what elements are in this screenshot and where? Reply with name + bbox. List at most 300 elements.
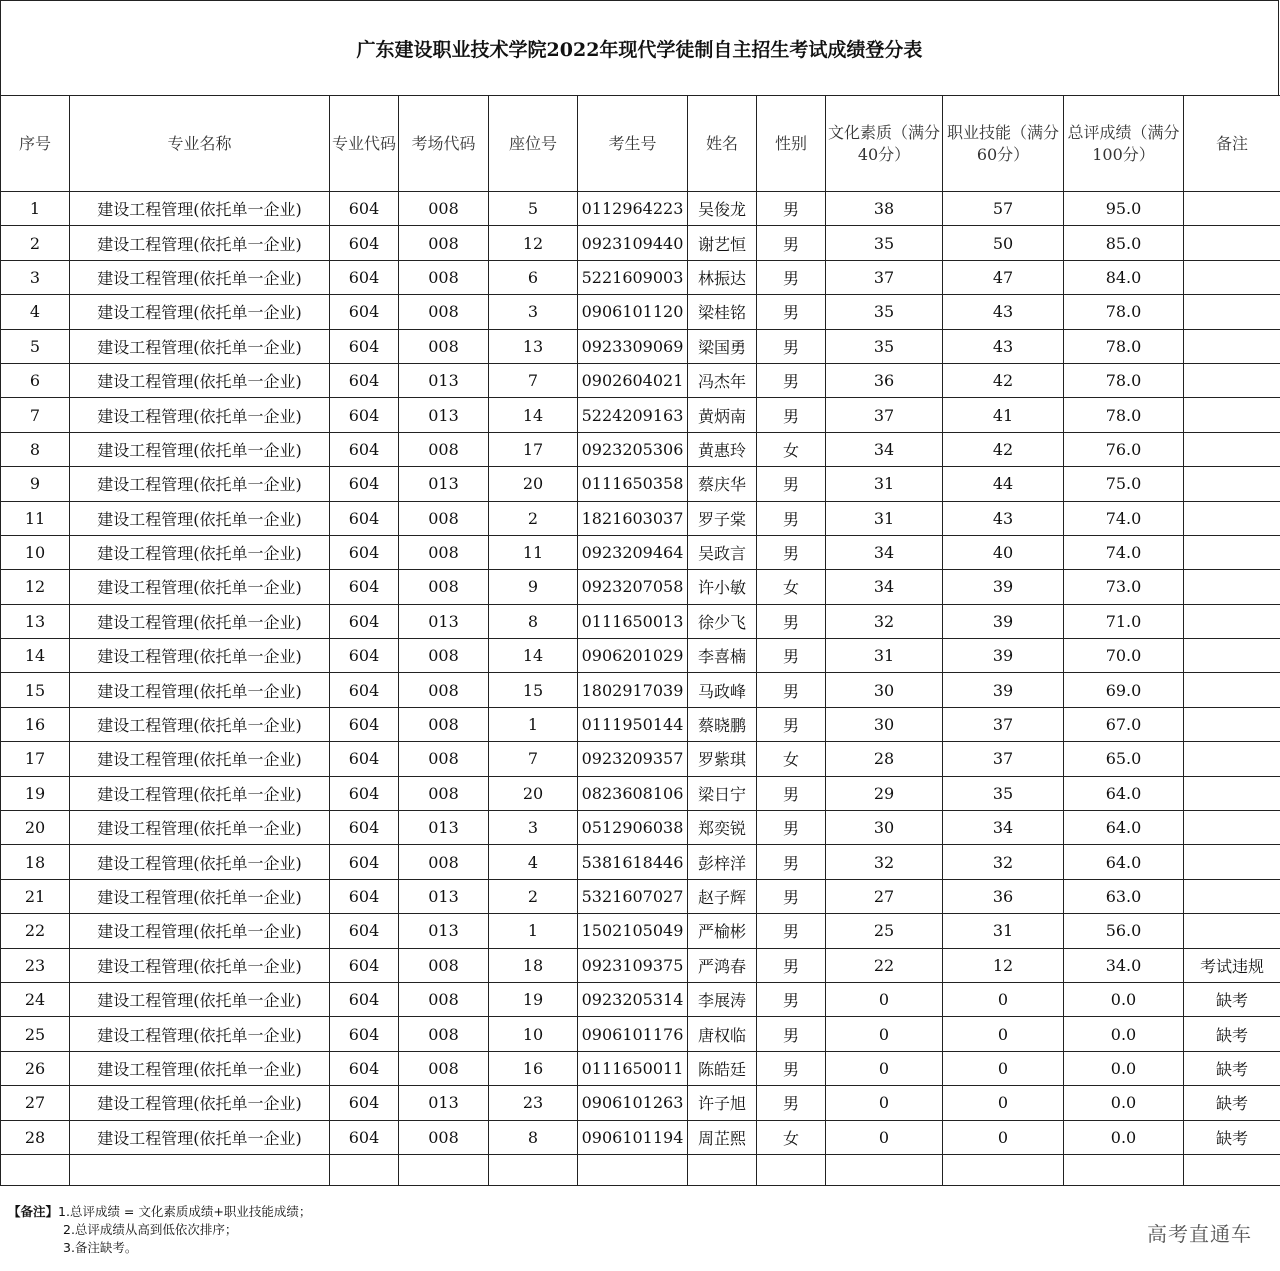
cell-seat: 3 <box>489 811 578 845</box>
cell-culture-score: 36 <box>826 363 943 397</box>
cell-total-score: 78.0 <box>1064 329 1184 363</box>
cell-room-code: 008 <box>399 776 489 810</box>
cell-exam-id: 1502105049 <box>578 914 688 948</box>
empty-cell <box>578 1154 688 1185</box>
cell-name: 蔡庆华 <box>688 467 757 501</box>
cell-index: 16 <box>1 707 70 741</box>
cell-skill-score: 32 <box>943 845 1064 879</box>
cell-major: 建设工程管理(依托单一企业) <box>70 467 330 501</box>
table-row <box>1 914 1280 948</box>
cell-exam-id: 0923209357 <box>578 742 688 776</box>
cell-seat: 8 <box>489 604 578 638</box>
cell-gender: 男 <box>757 226 826 260</box>
column-header: 专业代码 <box>330 96 399 192</box>
cell-major-code: 604 <box>330 673 399 707</box>
cell-exam-id: 0923207058 <box>578 570 688 604</box>
cell-remark: 缺考 <box>1184 1051 1280 1085</box>
cell-total-score: 78.0 <box>1064 363 1184 397</box>
cell-name: 梁桂铭 <box>688 295 757 329</box>
cell-major-code: 604 <box>330 982 399 1016</box>
cell-index: 23 <box>1 948 70 982</box>
cell-exam-id: 1802917039 <box>578 673 688 707</box>
cell-room-code: 008 <box>399 329 489 363</box>
cell-exam-id: 0923205306 <box>578 432 688 466</box>
cell-seat: 16 <box>489 1051 578 1085</box>
cell-total-score: 95.0 <box>1064 192 1184 226</box>
cell-index: 26 <box>1 1051 70 1085</box>
cell-index: 11 <box>1 501 70 535</box>
cell-skill-score: 0 <box>943 1017 1064 1051</box>
cell-seat: 15 <box>489 673 578 707</box>
cell-room-code: 013 <box>399 467 489 501</box>
cell-culture-score: 32 <box>826 604 943 638</box>
score-table <box>0 95 1280 1186</box>
cell-total-score: 65.0 <box>1064 742 1184 776</box>
cell-gender: 男 <box>757 914 826 948</box>
cell-total-score: 67.0 <box>1064 707 1184 741</box>
header-row <box>1 96 1280 192</box>
empty-cell <box>757 1154 826 1185</box>
notes-line-3: 3.备注缺考。 <box>63 1240 138 1255</box>
cell-total-score: 74.0 <box>1064 535 1184 569</box>
cell-skill-score: 31 <box>943 914 1064 948</box>
column-header: 姓名 <box>688 96 757 192</box>
cell-total-score: 0.0 <box>1064 1051 1184 1085</box>
cell-seat: 14 <box>489 398 578 432</box>
cell-seat: 8 <box>489 1120 578 1154</box>
notes-label: 【备注】 <box>8 1204 59 1219</box>
cell-major-code: 604 <box>330 639 399 673</box>
cell-room-code: 008 <box>399 260 489 294</box>
cell-culture-score: 31 <box>826 639 943 673</box>
empty-cell <box>399 1154 489 1185</box>
cell-skill-score: 44 <box>943 467 1064 501</box>
cell-exam-id: 5381618446 <box>578 845 688 879</box>
cell-skill-score: 40 <box>943 535 1064 569</box>
table-row <box>1 742 1280 776</box>
cell-gender: 男 <box>757 467 826 501</box>
cell-index: 2 <box>1 226 70 260</box>
cell-remark <box>1184 742 1280 776</box>
cell-culture-score: 22 <box>826 948 943 982</box>
table-row <box>1 879 1280 913</box>
cell-skill-score: 50 <box>943 226 1064 260</box>
column-header: 考场代码 <box>399 96 489 192</box>
cell-gender: 男 <box>757 192 826 226</box>
empty-cell <box>943 1154 1064 1185</box>
table-row <box>1 639 1280 673</box>
cell-seat: 20 <box>489 776 578 810</box>
cell-name: 严榆彬 <box>688 914 757 948</box>
cell-gender: 男 <box>757 982 826 1016</box>
empty-cell <box>688 1154 757 1185</box>
cell-major-code: 604 <box>330 467 399 501</box>
cell-room-code: 008 <box>399 295 489 329</box>
cell-major-code: 604 <box>330 1086 399 1120</box>
cell-culture-score: 0 <box>826 1017 943 1051</box>
cell-total-score: 63.0 <box>1064 879 1184 913</box>
cell-major-code: 604 <box>330 1017 399 1051</box>
cell-seat: 1 <box>489 914 578 948</box>
table-row <box>1 295 1280 329</box>
cell-exam-id: 0923205314 <box>578 982 688 1016</box>
cell-culture-score: 34 <box>826 535 943 569</box>
cell-exam-id: 0111650011 <box>578 1051 688 1085</box>
cell-index: 14 <box>1 639 70 673</box>
cell-seat: 6 <box>489 260 578 294</box>
empty-cell <box>489 1154 578 1185</box>
cell-major: 建设工程管理(依托单一企业) <box>70 535 330 569</box>
table-row <box>1 192 1280 226</box>
cell-major-code: 604 <box>330 776 399 810</box>
cell-skill-score: 37 <box>943 707 1064 741</box>
cell-seat: 7 <box>489 363 578 397</box>
cell-room-code: 013 <box>399 914 489 948</box>
cell-exam-id: 0906101194 <box>578 1120 688 1154</box>
cell-index: 3 <box>1 260 70 294</box>
cell-name: 许小敏 <box>688 570 757 604</box>
cell-name: 周芷熙 <box>688 1120 757 1154</box>
cell-major-code: 604 <box>330 845 399 879</box>
cell-total-score: 34.0 <box>1064 948 1184 982</box>
cell-remark <box>1184 192 1280 226</box>
cell-major: 建设工程管理(依托单一企业) <box>70 742 330 776</box>
cell-gender: 男 <box>757 295 826 329</box>
table-row <box>1 398 1280 432</box>
cell-room-code: 008 <box>399 673 489 707</box>
column-header: 序号 <box>1 96 70 192</box>
table-row <box>1 1086 1280 1120</box>
table-row <box>1 1120 1280 1154</box>
cell-exam-id: 0112964223 <box>578 192 688 226</box>
cell-major: 建设工程管理(依托单一企业) <box>70 1051 330 1085</box>
cell-remark: 考试违规 <box>1184 948 1280 982</box>
empty-cell <box>1064 1154 1184 1185</box>
cell-culture-score: 38 <box>826 192 943 226</box>
cell-index: 27 <box>1 1086 70 1120</box>
cell-room-code: 008 <box>399 982 489 1016</box>
cell-room-code: 013 <box>399 879 489 913</box>
cell-remark <box>1184 811 1280 845</box>
cell-culture-score: 31 <box>826 501 943 535</box>
table-row <box>1 1017 1280 1051</box>
cell-index: 25 <box>1 1017 70 1051</box>
watermark: 高考直通车 <box>1147 1222 1252 1246</box>
column-header: 座位号 <box>489 96 578 192</box>
cell-gender: 男 <box>757 260 826 294</box>
cell-major: 建设工程管理(依托单一企业) <box>70 845 330 879</box>
cell-skill-score: 34 <box>943 811 1064 845</box>
cell-index: 19 <box>1 776 70 810</box>
cell-major-code: 604 <box>330 914 399 948</box>
cell-gender: 男 <box>757 811 826 845</box>
cell-major-code: 604 <box>330 260 399 294</box>
cell-seat: 14 <box>489 639 578 673</box>
cell-remark <box>1184 467 1280 501</box>
cell-exam-id: 0111650358 <box>578 467 688 501</box>
cell-gender: 女 <box>757 742 826 776</box>
cell-exam-id: 0923309069 <box>578 329 688 363</box>
cell-major-code: 604 <box>330 535 399 569</box>
cell-culture-score: 0 <box>826 982 943 1016</box>
cell-seat: 3 <box>489 295 578 329</box>
cell-major-code: 604 <box>330 811 399 845</box>
cell-index: 24 <box>1 982 70 1016</box>
cell-culture-score: 34 <box>826 570 943 604</box>
cell-major: 建设工程管理(依托单一企业) <box>70 432 330 466</box>
cell-name: 赵子辉 <box>688 879 757 913</box>
cell-index: 7 <box>1 398 70 432</box>
cell-name: 罗子棠 <box>688 501 757 535</box>
cell-seat: 17 <box>489 432 578 466</box>
cell-skill-score: 47 <box>943 260 1064 294</box>
cell-gender: 女 <box>757 1120 826 1154</box>
table-row <box>1 535 1280 569</box>
cell-name: 李展涛 <box>688 982 757 1016</box>
table-row <box>1 260 1280 294</box>
cell-remark <box>1184 329 1280 363</box>
cell-exam-id: 5224209163 <box>578 398 688 432</box>
cell-culture-score: 35 <box>826 226 943 260</box>
cell-room-code: 008 <box>399 845 489 879</box>
cell-room-code: 008 <box>399 570 489 604</box>
cell-total-score: 0.0 <box>1064 1017 1184 1051</box>
cell-skill-score: 57 <box>943 192 1064 226</box>
cell-major-code: 604 <box>330 226 399 260</box>
cell-gender: 男 <box>757 845 826 879</box>
cell-gender: 男 <box>757 707 826 741</box>
cell-total-score: 75.0 <box>1064 467 1184 501</box>
cell-culture-score: 30 <box>826 811 943 845</box>
cell-name: 谢艺恒 <box>688 226 757 260</box>
cell-index: 22 <box>1 914 70 948</box>
cell-culture-score: 31 <box>826 467 943 501</box>
cell-room-code: 008 <box>399 535 489 569</box>
cell-room-code: 008 <box>399 432 489 466</box>
cell-major: 建设工程管理(依托单一企业) <box>70 1086 330 1120</box>
cell-skill-score: 0 <box>943 1086 1064 1120</box>
cell-seat: 23 <box>489 1086 578 1120</box>
cell-major-code: 604 <box>330 707 399 741</box>
cell-seat: 2 <box>489 501 578 535</box>
cell-skill-score: 43 <box>943 501 1064 535</box>
cell-index: 17 <box>1 742 70 776</box>
cell-name: 蔡晓鹏 <box>688 707 757 741</box>
cell-room-code: 008 <box>399 639 489 673</box>
cell-remark <box>1184 639 1280 673</box>
cell-major-code: 604 <box>330 501 399 535</box>
cell-remark: 缺考 <box>1184 982 1280 1016</box>
cell-name: 吴政言 <box>688 535 757 569</box>
cell-remark <box>1184 363 1280 397</box>
cell-room-code: 013 <box>399 1086 489 1120</box>
cell-name: 唐权临 <box>688 1017 757 1051</box>
cell-exam-id: 0902604021 <box>578 363 688 397</box>
cell-name: 梁日宁 <box>688 776 757 810</box>
cell-major: 建设工程管理(依托单一企业) <box>70 570 330 604</box>
empty-cell <box>70 1154 330 1185</box>
cell-seat: 10 <box>489 1017 578 1051</box>
cell-major: 建设工程管理(依托单一企业) <box>70 501 330 535</box>
cell-gender: 男 <box>757 501 826 535</box>
cell-room-code: 008 <box>399 501 489 535</box>
cell-culture-score: 37 <box>826 398 943 432</box>
cell-major-code: 604 <box>330 432 399 466</box>
cell-culture-score: 28 <box>826 742 943 776</box>
table-row <box>1 948 1280 982</box>
cell-major: 建设工程管理(依托单一企业) <box>70 1120 330 1154</box>
cell-total-score: 69.0 <box>1064 673 1184 707</box>
cell-gender: 男 <box>757 1051 826 1085</box>
cell-room-code: 008 <box>399 1120 489 1154</box>
cell-total-score: 71.0 <box>1064 604 1184 638</box>
cell-major: 建设工程管理(依托单一企业) <box>70 363 330 397</box>
cell-major: 建设工程管理(依托单一企业) <box>70 982 330 1016</box>
cell-gender: 男 <box>757 948 826 982</box>
cell-index: 28 <box>1 1120 70 1154</box>
cell-skill-score: 42 <box>943 432 1064 466</box>
cell-seat: 11 <box>489 535 578 569</box>
cell-remark: 缺考 <box>1184 1017 1280 1051</box>
cell-exam-id: 0906101176 <box>578 1017 688 1051</box>
cell-major-code: 604 <box>330 948 399 982</box>
cell-remark <box>1184 570 1280 604</box>
table-row <box>1 673 1280 707</box>
cell-room-code: 008 <box>399 948 489 982</box>
cell-exam-id: 0111950144 <box>578 707 688 741</box>
column-header: 考生号 <box>578 96 688 192</box>
cell-remark <box>1184 673 1280 707</box>
cell-culture-score: 0 <box>826 1120 943 1154</box>
cell-name: 许子旭 <box>688 1086 757 1120</box>
cell-skill-score: 39 <box>943 604 1064 638</box>
cell-major-code: 604 <box>330 398 399 432</box>
cell-gender: 男 <box>757 363 826 397</box>
cell-culture-score: 35 <box>826 329 943 363</box>
cell-remark <box>1184 226 1280 260</box>
cell-gender: 男 <box>757 535 826 569</box>
cell-culture-score: 37 <box>826 260 943 294</box>
cell-index: 4 <box>1 295 70 329</box>
cell-total-score: 64.0 <box>1064 776 1184 810</box>
cell-skill-score: 12 <box>943 948 1064 982</box>
cell-gender: 男 <box>757 776 826 810</box>
cell-name: 梁国勇 <box>688 329 757 363</box>
cell-index: 13 <box>1 604 70 638</box>
notes <box>8 1203 311 1257</box>
cell-index: 5 <box>1 329 70 363</box>
cell-total-score: 73.0 <box>1064 570 1184 604</box>
cell-skill-score: 0 <box>943 1120 1064 1154</box>
cell-index: 21 <box>1 879 70 913</box>
cell-name: 郑奕锐 <box>688 811 757 845</box>
cell-gender: 男 <box>757 329 826 363</box>
cell-total-score: 56.0 <box>1064 914 1184 948</box>
cell-seat: 20 <box>489 467 578 501</box>
cell-culture-score: 27 <box>826 879 943 913</box>
cell-skill-score: 0 <box>943 1051 1064 1085</box>
cell-exam-id: 0923109440 <box>578 226 688 260</box>
cell-skill-score: 37 <box>943 742 1064 776</box>
cell-index: 20 <box>1 811 70 845</box>
column-header: 文化素质（满分40分） <box>826 96 943 192</box>
cell-name: 吴俊龙 <box>688 192 757 226</box>
cell-culture-score: 29 <box>826 776 943 810</box>
cell-gender: 男 <box>757 1017 826 1051</box>
cell-remark <box>1184 879 1280 913</box>
cell-major: 建设工程管理(依托单一企业) <box>70 226 330 260</box>
cell-major-code: 604 <box>330 1051 399 1085</box>
column-header: 专业名称 <box>70 96 330 192</box>
table-row <box>1 776 1280 810</box>
cell-seat: 9 <box>489 570 578 604</box>
cell-gender: 男 <box>757 604 826 638</box>
cell-total-score: 85.0 <box>1064 226 1184 260</box>
cell-room-code: 013 <box>399 604 489 638</box>
cell-remark <box>1184 707 1280 741</box>
cell-skill-score: 35 <box>943 776 1064 810</box>
cell-name: 林振达 <box>688 260 757 294</box>
cell-remark <box>1184 295 1280 329</box>
cell-total-score: 0.0 <box>1064 1120 1184 1154</box>
cell-exam-id: 0906101120 <box>578 295 688 329</box>
column-header: 性别 <box>757 96 826 192</box>
cell-gender: 男 <box>757 673 826 707</box>
cell-index: 8 <box>1 432 70 466</box>
cell-total-score: 84.0 <box>1064 260 1184 294</box>
cell-seat: 4 <box>489 845 578 879</box>
cell-skill-score: 43 <box>943 295 1064 329</box>
cell-index: 18 <box>1 845 70 879</box>
cell-gender: 男 <box>757 398 826 432</box>
cell-major: 建设工程管理(依托单一企业) <box>70 879 330 913</box>
cell-major: 建设工程管理(依托单一企业) <box>70 707 330 741</box>
cell-total-score: 76.0 <box>1064 432 1184 466</box>
cell-room-code: 008 <box>399 707 489 741</box>
cell-room-code: 008 <box>399 192 489 226</box>
cell-major: 建设工程管理(依托单一企业) <box>70 776 330 810</box>
cell-total-score: 78.0 <box>1064 398 1184 432</box>
cell-remark <box>1184 845 1280 879</box>
cell-seat: 19 <box>489 982 578 1016</box>
cell-room-code: 013 <box>399 363 489 397</box>
cell-major-code: 604 <box>330 742 399 776</box>
cell-culture-score: 25 <box>826 914 943 948</box>
table-row <box>1 363 1280 397</box>
cell-major: 建设工程管理(依托单一企业) <box>70 329 330 363</box>
cell-major-code: 604 <box>330 192 399 226</box>
cell-total-score: 0.0 <box>1064 982 1184 1016</box>
table-row <box>1 604 1280 638</box>
cell-name: 黄炳南 <box>688 398 757 432</box>
cell-remark <box>1184 604 1280 638</box>
cell-remark <box>1184 398 1280 432</box>
sheet-title: 广东建设职业技术学院2022年现代学徒制自主招生考试成绩登分表 <box>0 0 1279 96</box>
cell-name: 徐少飞 <box>688 604 757 638</box>
cell-culture-score: 0 <box>826 1051 943 1085</box>
cell-culture-score: 34 <box>826 432 943 466</box>
cell-remark: 缺考 <box>1184 1120 1280 1154</box>
cell-name: 陈皓廷 <box>688 1051 757 1085</box>
table-row <box>1 845 1280 879</box>
empty-cell <box>1 1154 70 1185</box>
cell-remark <box>1184 260 1280 294</box>
table-row <box>1 467 1280 501</box>
cell-exam-id: 1821603037 <box>578 501 688 535</box>
cell-major: 建设工程管理(依托单一企业) <box>70 948 330 982</box>
cell-major: 建设工程管理(依托单一企业) <box>70 260 330 294</box>
cell-gender: 男 <box>757 1086 826 1120</box>
